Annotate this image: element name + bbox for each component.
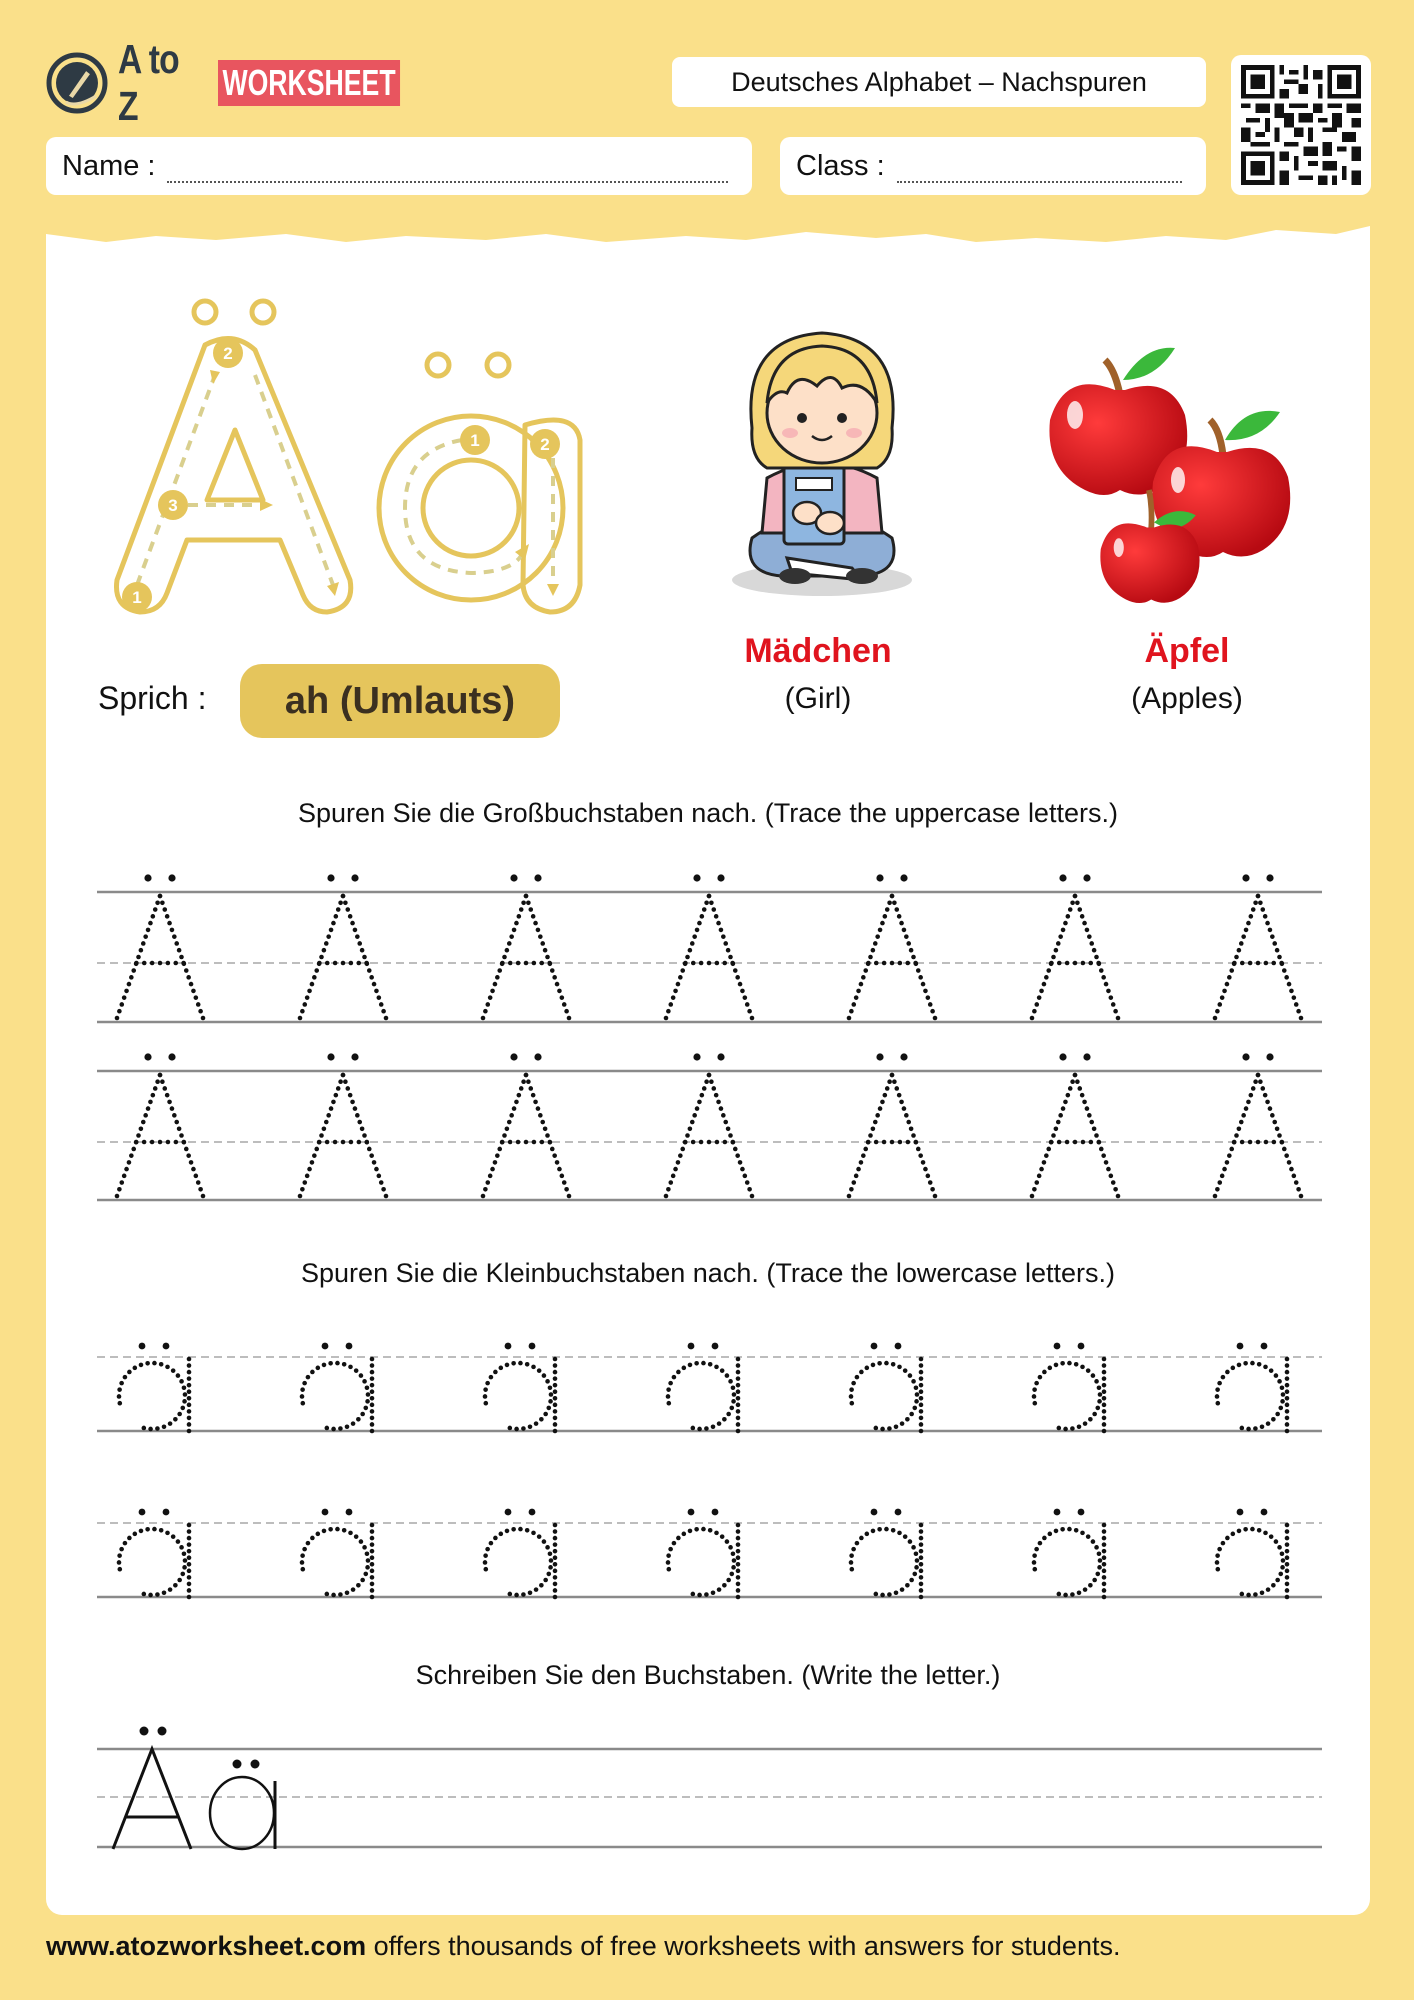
name-input-line[interactable] — [167, 159, 728, 183]
svg-text:3: 3 — [168, 496, 178, 515]
lowercase-section-title: Spuren Sie die Kleinbuchstaben nach. (Trace the lowercase letters.) — [301, 1258, 1115, 1288]
svg-text:1: 1 — [470, 431, 480, 450]
pronunciation-text: ah (Umlauts) — [284, 679, 516, 722]
footer-message: offers thousands of free worksheets with answers for students. — [366, 1931, 1121, 1961]
girl-with-book-icon — [712, 318, 932, 598]
site-logo[interactable] — [46, 36, 464, 129]
svg-text:2: 2 — [223, 344, 233, 363]
logo-text: A to Z — [118, 36, 179, 129]
class-field[interactable] — [780, 137, 1206, 195]
hero-letter-trace-guide — [105, 290, 595, 630]
red-apples-icon — [1045, 340, 1315, 610]
class-label: Class : — [796, 149, 885, 182]
picture-word-girl: Mädchen — [744, 632, 892, 670]
logo-badge: WORKSHEET — [218, 60, 400, 106]
name-label: Name : — [62, 149, 156, 182]
picture-translation-girl: (Girl) — [784, 682, 852, 715]
write-section-title: Schreiben Sie den Buchstaben. (Write the letter.) — [415, 1660, 1001, 1690]
pronunciation-badge — [240, 664, 560, 738]
svg-text:2: 2 — [540, 435, 550, 454]
pen-nib-logo-icon — [46, 52, 108, 114]
class-input-line[interactable] — [897, 159, 1182, 183]
picture-word-apples: Äpfel — [1144, 632, 1230, 670]
uppercase-section-title: Spuren Sie die Großbuchstaben nach. (Trace the uppercase letters.) — [298, 798, 1118, 828]
name-field[interactable] — [46, 137, 752, 195]
qr-code-icon — [1241, 65, 1361, 185]
footer-site-link[interactable]: www.atozworksheet.com — [46, 1931, 367, 1961]
worksheet-title-text: Deutsches Alphabet – Nachspuren — [731, 66, 1147, 97]
footer-text — [46, 1931, 1120, 1962]
torn-edge-decoration — [46, 212, 1370, 252]
speak-label: Sprich : — [98, 680, 207, 716]
picture-translation-apples: (Apples) — [1131, 682, 1243, 715]
worksheet-title — [672, 57, 1206, 107]
qr-code[interactable] — [1231, 55, 1371, 195]
svg-text:1: 1 — [132, 588, 142, 607]
